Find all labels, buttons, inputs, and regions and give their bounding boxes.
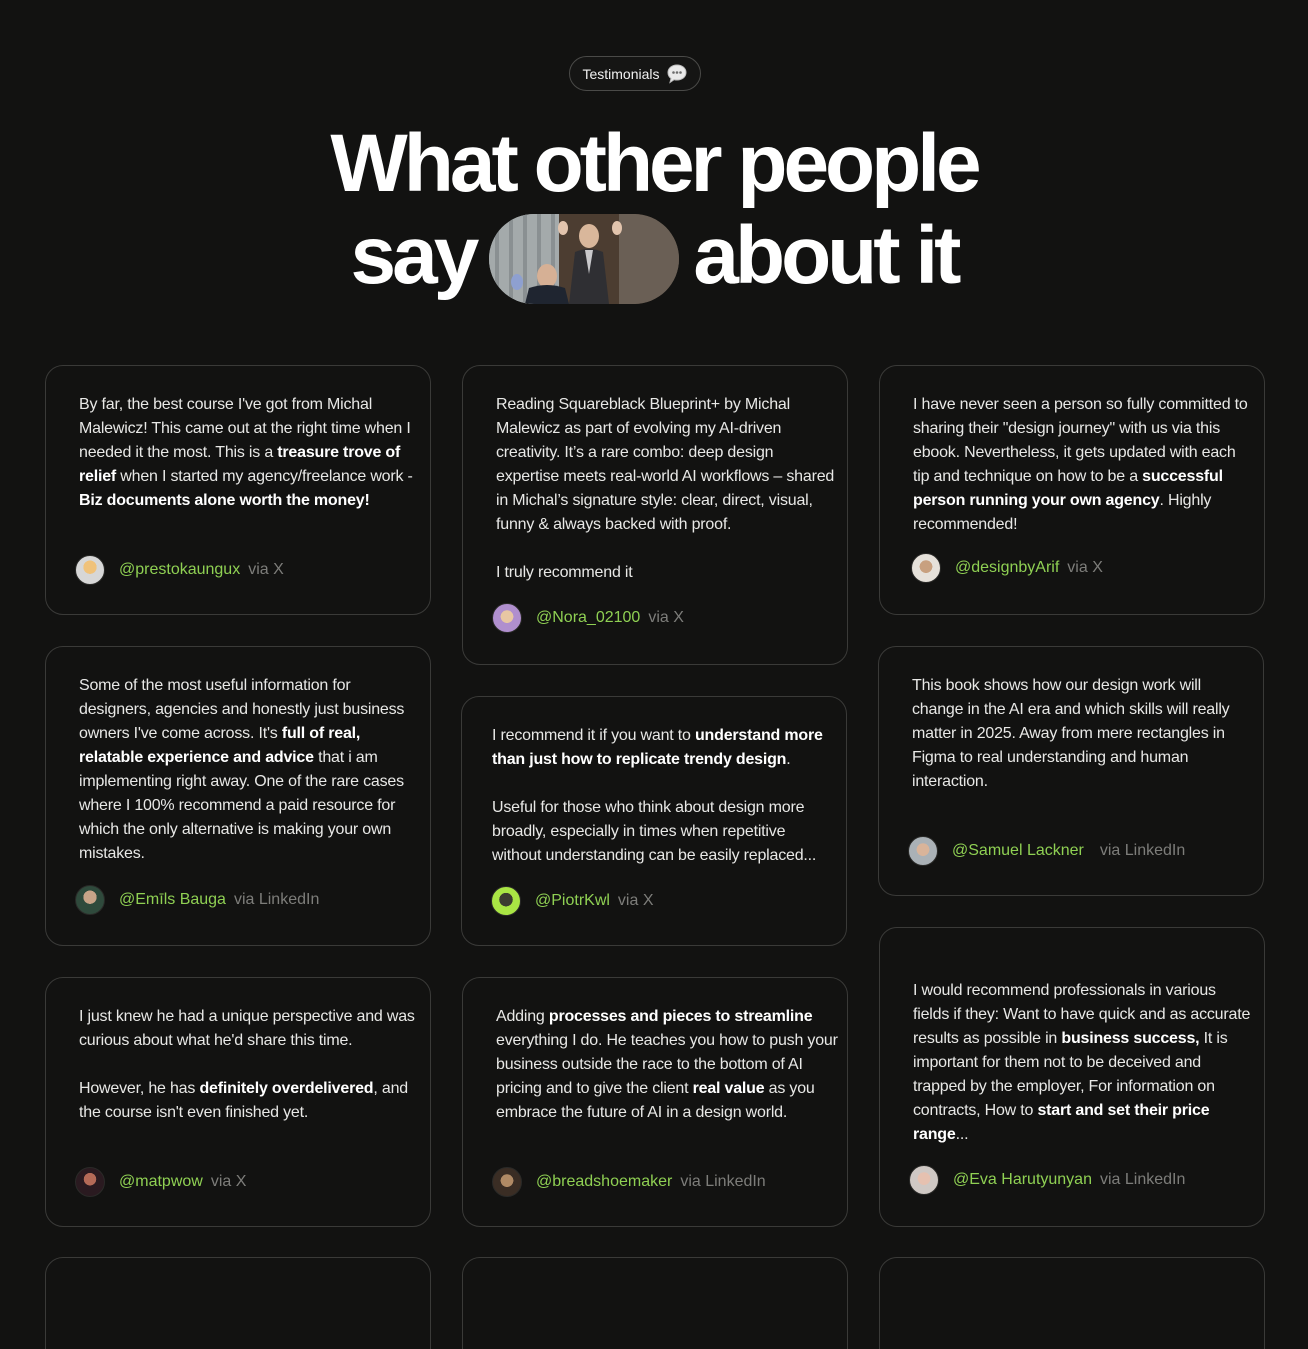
author-source: via X <box>617 892 654 909</box>
text-run: ... <box>955 1126 969 1143</box>
author-handle-link[interactable]: @matpwow <box>119 1173 203 1190</box>
author-source: via X <box>1067 559 1103 576</box>
testimonial-card-partial <box>879 1257 1265 1349</box>
testimonial-card <box>45 977 431 1227</box>
text-run: It is important for them not to be deceived and trapped by the employer, For information on contracts, How to <box>913 1030 1228 1119</box>
text-run: Useful for those who think about design more broadly, especially in times when repetitive without understanding can be easily replaced... <box>492 799 817 864</box>
text-run: . <box>786 751 791 768</box>
bold-text: start and set their price range <box>913 1102 1210 1143</box>
text-run: I just knew he had a unique perspective and was curious about what he'd share this time. <box>79 1008 415 1049</box>
author-handle-link[interactable]: @PiotrKwl <box>535 892 610 909</box>
avatar <box>911 553 941 583</box>
testimonial-author <box>492 603 684 633</box>
text-run: I recommend it if you want to <box>492 727 695 744</box>
testimonial-card <box>878 646 1264 896</box>
testimonial-text <box>496 393 836 585</box>
hero-image-pill <box>489 214 679 304</box>
text-run: , and the course isn't even finished yet. <box>79 1080 408 1121</box>
testimonial-text <box>913 979 1253 1147</box>
bold-text: real value <box>692 1080 765 1097</box>
hero-line-1: What other people <box>330 118 978 209</box>
avatar <box>909 1165 939 1195</box>
text-run: Adding <box>496 1008 549 1025</box>
testimonial-author <box>492 1167 766 1197</box>
text-run: This book shows how our design work will change in the AI era and which skills will really matter in 2025. Away from mere rectangles in Figma to real understanding and human interaction. <box>912 677 1230 790</box>
text-run: I truly recommend it <box>496 564 633 581</box>
author-source: via X <box>248 561 284 578</box>
testimonial-card <box>45 365 431 615</box>
testimonial-author <box>75 555 284 585</box>
author-source: via LinkedIn <box>233 891 320 908</box>
author-source: via LinkedIn <box>680 1173 766 1190</box>
testimonial-card <box>462 365 848 665</box>
testimonial-text <box>912 674 1252 794</box>
avatar <box>491 886 521 916</box>
author-handle-link[interactable]: @Samuel Lackner <box>952 842 1084 859</box>
bold-text: successful person running your own agency <box>913 468 1223 509</box>
section-badge <box>569 56 701 91</box>
text-run: . Highly recommended! <box>913 492 1212 533</box>
text-run: Reading Squareblack Blueprint+ by Michal Malewicz as part of evolving my AI-driven creativity. It’s a rare combo: deep design expertise meets real-world AI workflows – shared in Michal’s signature style: clear, direct, visual, funny & always backed with proof. <box>496 396 835 533</box>
testimonial-text <box>492 724 832 868</box>
bold-text: understand more than just how to replicate trendy design <box>492 727 823 768</box>
author-handle-link[interactable]: @breadshoemaker <box>536 1173 673 1190</box>
testimonial-card <box>879 365 1265 615</box>
avatar <box>75 555 105 585</box>
testimonial-card <box>462 977 848 1227</box>
text-run: I would recommend professionals in various fields if they: Want to have quick and as accurate results as possible in <box>913 982 1251 1047</box>
testimonial-author <box>911 553 1103 583</box>
testimonial-card <box>45 646 431 946</box>
testimonial-text <box>79 674 419 866</box>
text-run: Some of the most useful information for designers, agencies and honestly just business owners I've come across. It's <box>79 677 405 742</box>
avatar <box>75 885 105 915</box>
text-run: However, he has <box>79 1080 200 1097</box>
testimonial-text <box>79 1005 424 1125</box>
testimonial-card <box>879 927 1265 1227</box>
text-run: I have never seen a person so fully committed to sharing their "design journey" with us via this ebook. Nevertheless, it gets updated with each tip and technique on how to be a <box>913 396 1248 485</box>
text-run: that i am implementing right away. One of the rare cases where I 100% recommend a paid resource for which the only alternative is making your own mistakes. <box>79 749 404 862</box>
testimonial-card-partial <box>45 1257 431 1349</box>
bold-text: Biz documents alone worth the money! <box>79 492 370 509</box>
bold-text: treasure trove of relief <box>79 444 401 485</box>
hero-heading <box>0 120 1308 304</box>
avatar <box>75 1167 105 1197</box>
testimonial-author <box>75 885 319 915</box>
text-run: as you embrace the future of AI in a design world. <box>496 1080 815 1121</box>
author-handle-link[interactable]: @designbyArif <box>955 559 1060 576</box>
author-source: via X <box>210 1173 247 1190</box>
testimonial-author <box>908 836 1185 866</box>
hero-line-2-left: say <box>350 210 476 301</box>
testimonial-card <box>461 696 847 946</box>
bold-text: full of real, relatable experience and advice <box>79 725 361 766</box>
text-run: when I started my agency/freelance work - <box>116 468 413 485</box>
testimonial-text <box>79 393 419 513</box>
avatar <box>492 1167 522 1197</box>
bold-text: processes and pieces to streamline <box>548 1008 813 1025</box>
author-handle-link[interactable]: @prestokaungux <box>119 561 241 578</box>
testimonial-author <box>75 1167 246 1197</box>
author-handle-link[interactable]: @Nora_02100 <box>536 609 641 626</box>
testimonial-text <box>913 393 1253 537</box>
testimonial-author <box>909 1165 1185 1195</box>
testimonial-card-partial <box>462 1257 848 1349</box>
testimonial-author <box>491 886 654 916</box>
speech-bubble-icon <box>666 63 688 85</box>
avatar <box>492 603 522 633</box>
testimonial-text <box>496 1005 841 1125</box>
author-source: via LinkedIn <box>1099 1171 1186 1188</box>
author-source: via LinkedIn <box>1099 842 1186 859</box>
section-badge-label: Testimonials <box>582 65 660 82</box>
avatar <box>908 836 938 866</box>
text-run: By far, the best course I've got from Michal Malewicz! This came out at the right time when I needed it the most. This is a <box>79 396 411 461</box>
text-run: everything I do. He teaches you how to push your business outside the race to the bottom of AI pricing and to give the client <box>496 1032 838 1097</box>
bold-text: definitely overdelivered <box>199 1080 374 1097</box>
hero-line-2 <box>0 208 1308 304</box>
hero-line-2-right: about it <box>693 210 958 301</box>
author-source: via X <box>648 609 684 626</box>
author-handle-link[interactable]: @Emīls Bauga <box>119 891 226 908</box>
author-handle-link[interactable]: @Eva Harutyunyan <box>953 1171 1092 1188</box>
bold-text: business success, <box>1061 1030 1200 1047</box>
